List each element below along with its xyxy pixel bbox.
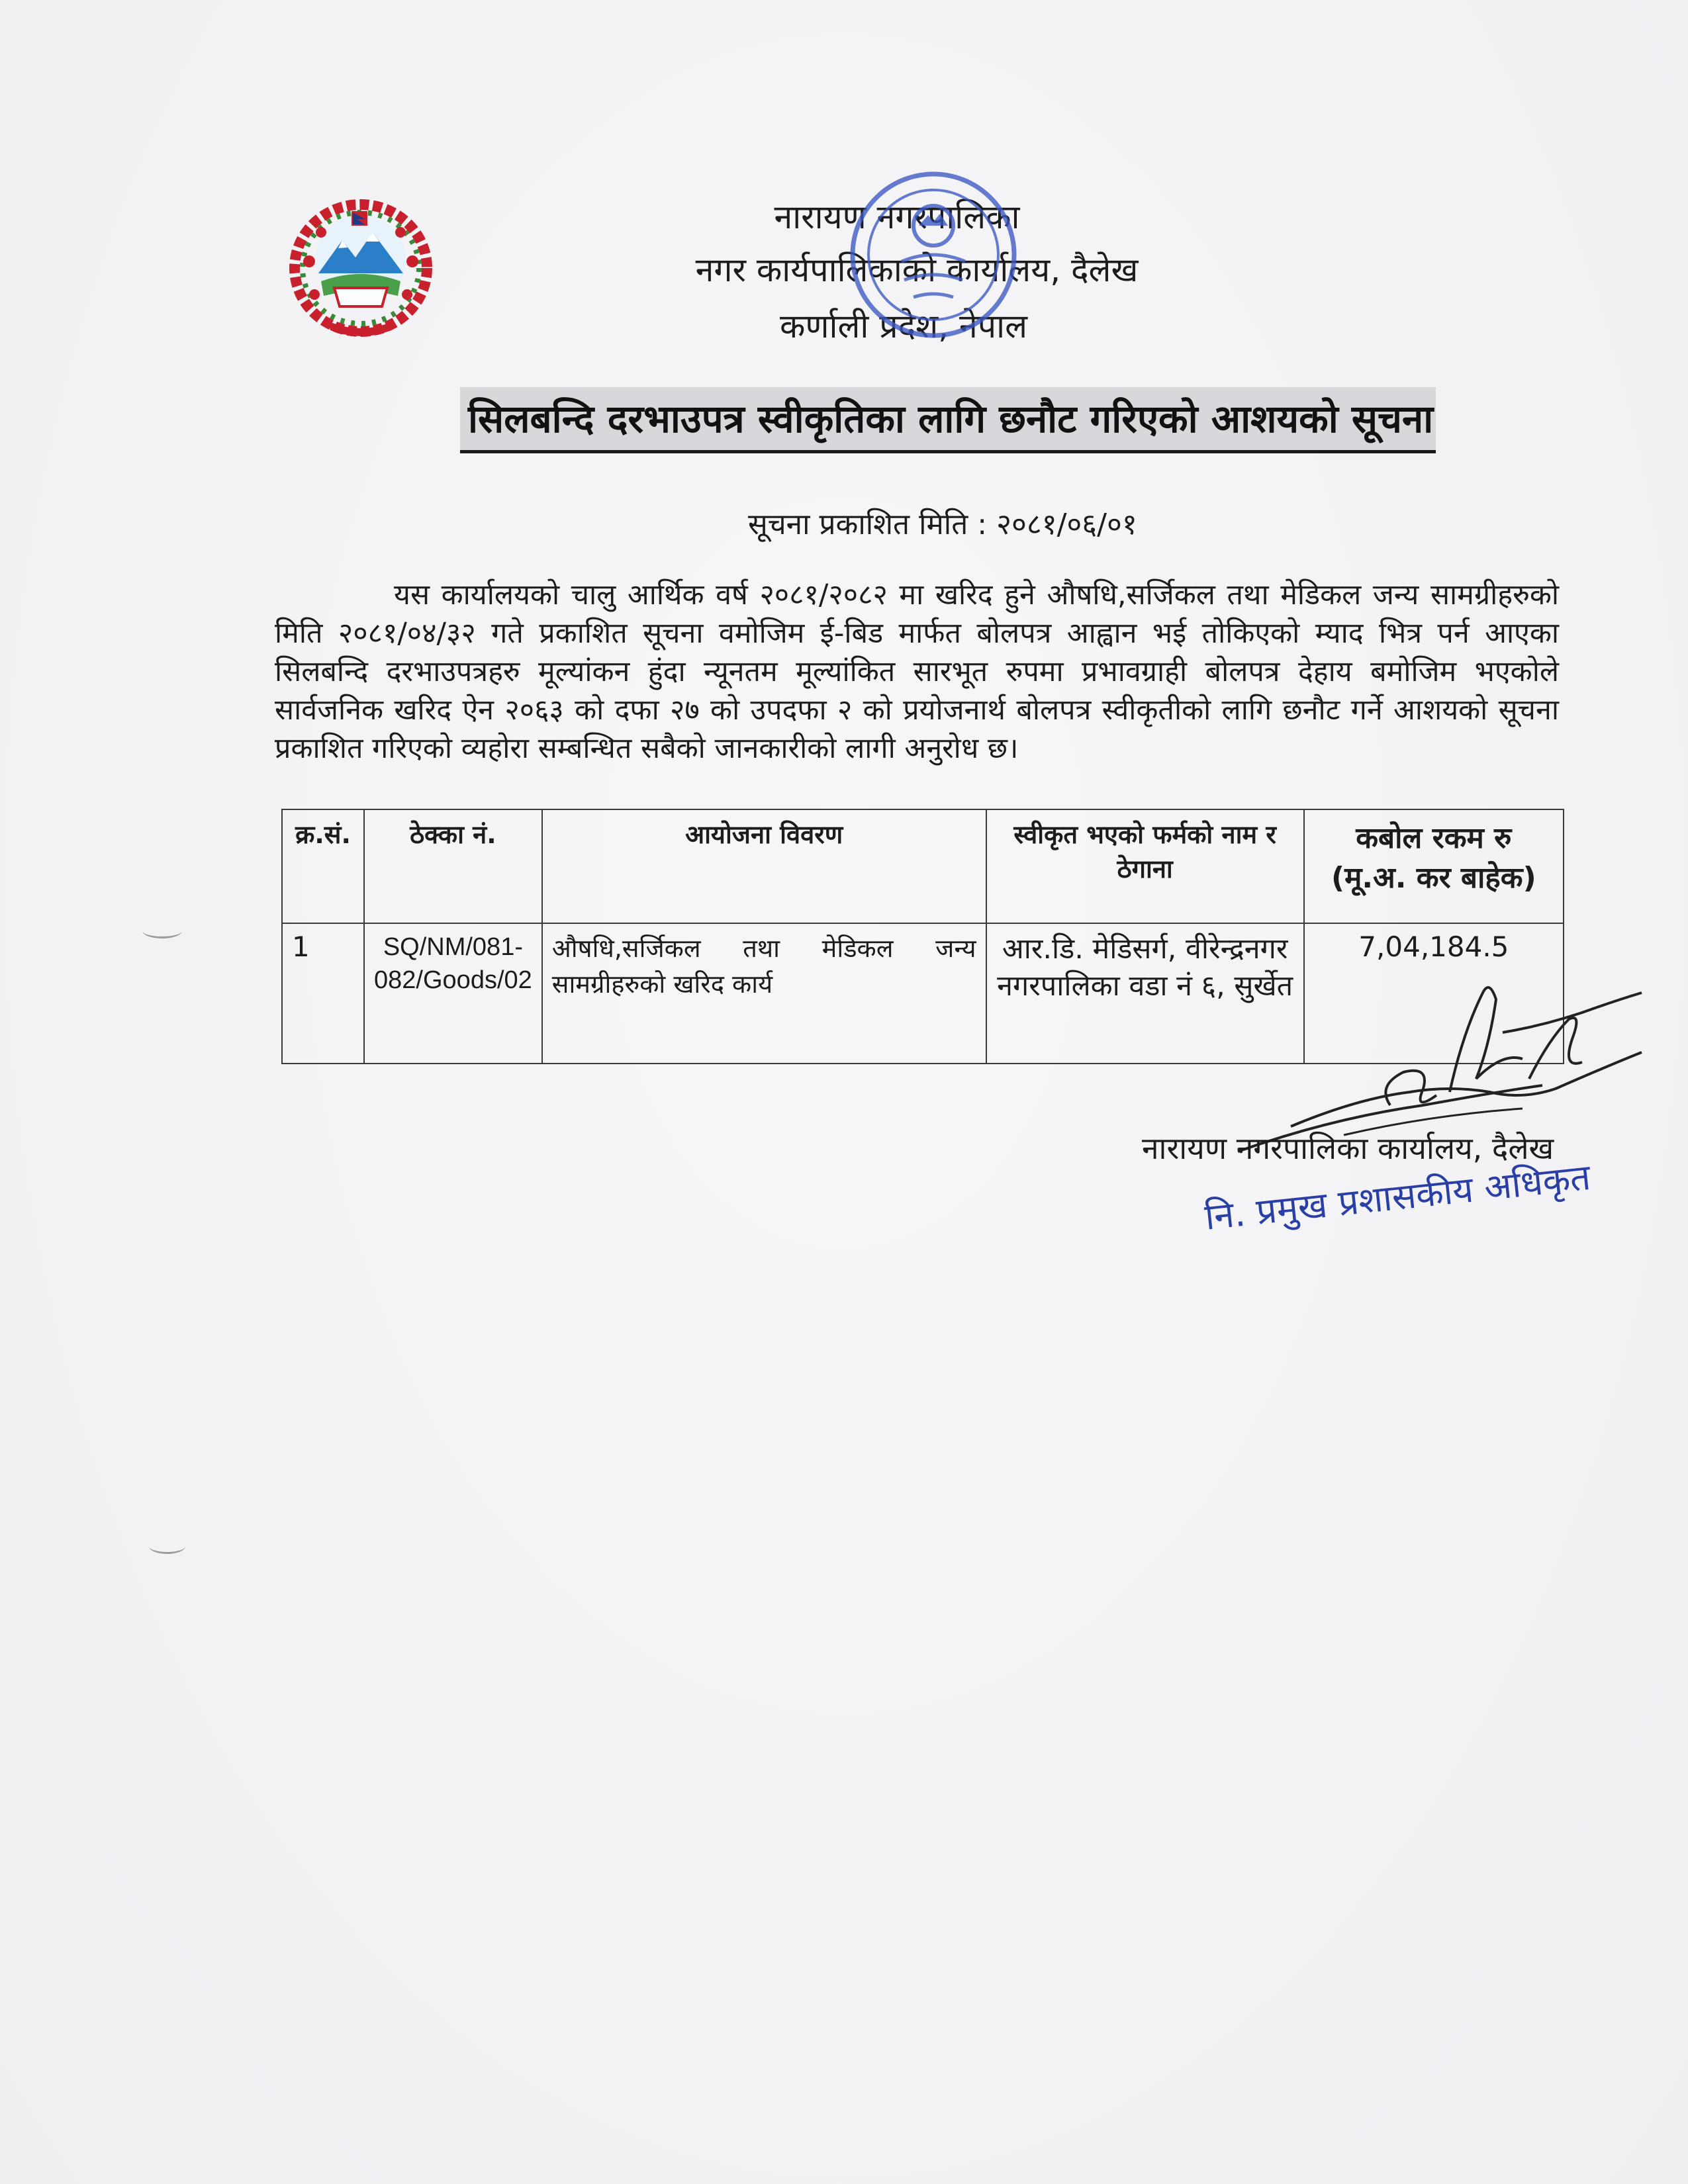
scan-artifact-mark (149, 1539, 185, 1554)
header-serial-no: क्र.सं. (282, 809, 364, 923)
header-bid-amount: कबोल रकम रु (मू.अ. कर बाहेक) (1304, 809, 1564, 923)
publication-date: सूचना प्रकाशित मिति : २०८१/०६/०१ (748, 508, 1137, 541)
scan-artifact-mark (142, 923, 182, 938)
cell-bid-amount: 7,04,184.5 (1304, 923, 1564, 1064)
office-seal-stamp (841, 162, 1026, 347)
header-contract-no: ठेक्का नं. (364, 809, 542, 923)
header-project-description: आयोजना विवरण (542, 809, 986, 923)
municipality-name: नारायण नगरपालिका (774, 198, 1020, 236)
cell-contract-no: SQ/NM/081-082/Goods/02 (364, 923, 542, 1064)
header-approved-firm: स्वीकृत भएको फर्मको नाम र ठेगाना (986, 809, 1304, 923)
office-name: नगर कार्यपालिकाको कार्यालय, दैलेख (695, 251, 1139, 289)
notice-body-paragraph: यस कार्यालयको चालु आर्थिक वर्ष २०८१/२०८२ मा खरिद हुने औषधि,सर्जिकल तथा मेडिकल जन्य सामग्रीहरुको मिति २०८१/०४/३२ गते प्रकाशित सूचना वमोजिम ई-बिड मार्फत बोलपत्र आह्वान भई तोकिएको म्याद भित्र पर्न आएका सिलबन्दि दरभाउपत्रहरु मूल्यांकन हुंदा न्यूनतम मूल्यांकित सारभूत रुपमा प्रभावग्राही बोलपत्र देहाय बमोजिम भएकोले सार्वजनिक खरिद ऐन २०६३ को दफा २७ को उपदफा २ को प्रयोजनार्थ बोलपत्र स्वीकृतीको लागि छनौट गर्ने आशयको सूचना प्रकाशित गरिएको व्यहोरा सम्बन्धित सबैको जानकारीको लागी अनुरोध छ। (275, 578, 1559, 765)
cell-project-description: औषधि,सर्जिकल तथा मेडिकल जन्य सामग्रीहरुको खरिद कार्य (542, 923, 986, 1064)
cell-approved-firm: आर.डि. मेडिसर्ग, वीरेन्द्रनगर नगरपालिका वडा नं ६, सुर्खेत (986, 923, 1304, 1064)
officer-designation-stamp: नि. प्रमुख प्रशासकीय अधिकृत (1202, 1156, 1593, 1238)
cell-serial-no: 1 (282, 923, 364, 1064)
notice-title: सिलबन्दि दरभाउपत्र स्वीकृतिका लागि छनौट गरिएको आशयको सूचना (460, 387, 1436, 453)
province-name: कर्णाली प्रदेश, नेपाल (779, 307, 1028, 345)
table-header-row (282, 809, 1564, 923)
office-signature-line: नारायण नगरपालिका कार्यालय, दैलेख (1142, 1130, 1554, 1166)
